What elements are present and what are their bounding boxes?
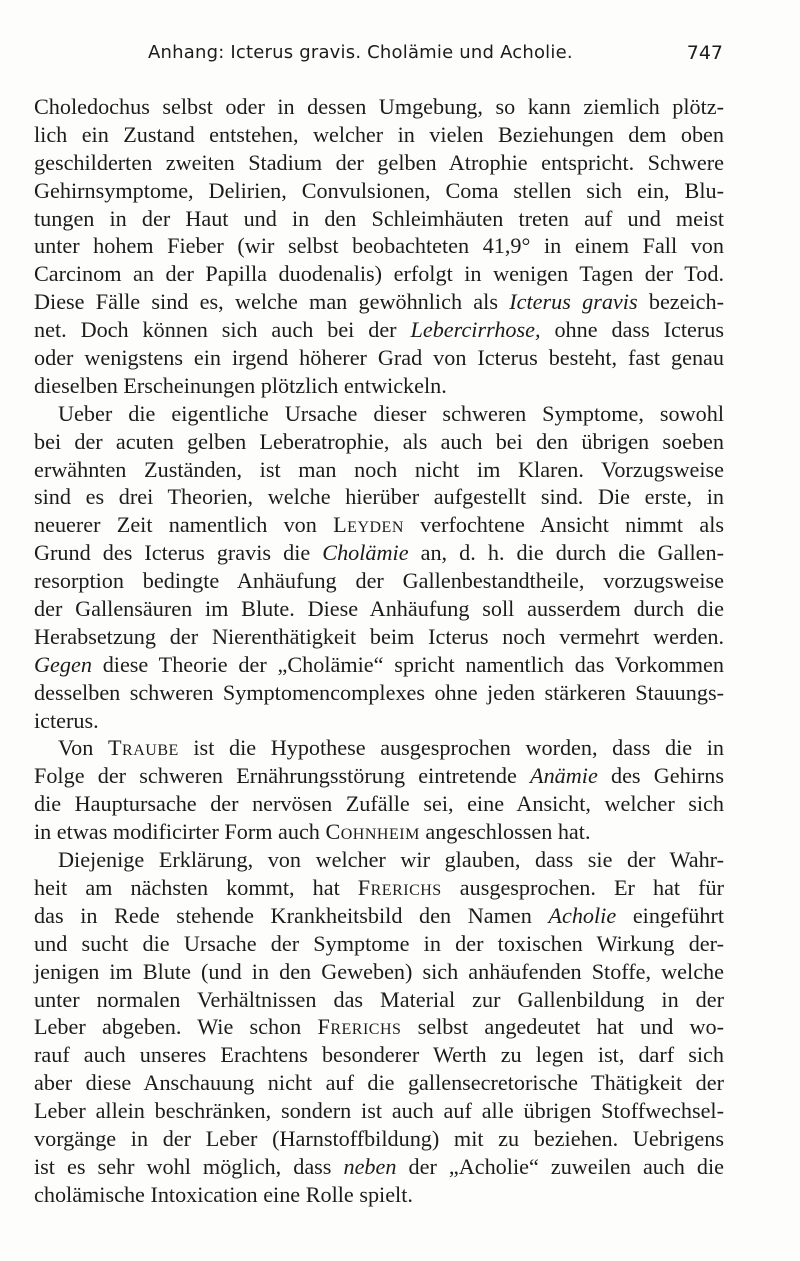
text-line: erwähnten Zuständen, ist man noch nicht im Klaren. Vorzugsweise <box>34 456 724 482</box>
text-line <box>34 762 724 790</box>
text-run: an, d. h. die durch die Gallen- <box>408 540 724 566</box>
text-line: desselben schweren Symptomencomplexes ohne jeden stärkeren Stauungs- <box>34 679 724 705</box>
author-name: Frerichs <box>357 874 442 900</box>
text-line: vorgänge in der Leber (Harnstoffbildung) mit zu beziehen. Uebrigens <box>34 1125 724 1151</box>
body-text <box>34 93 724 1209</box>
text-run: ist die Hypothese ausgesprochen worden, dass die in <box>178 735 724 761</box>
author-name: Leyden <box>333 512 404 538</box>
text-line: Leber allein beschränken, sondern ist auch auf alle übrigen Stoffwechsel- <box>34 1098 724 1124</box>
text-run: Diese Fälle sind es, welche man gewöhnlich als <box>34 289 510 315</box>
text-run: neuerer Zeit namentlich von <box>34 512 334 538</box>
text-line: aber diese Anschauung nicht auf die gallensecretorische Thätigkeit der <box>34 1070 724 1096</box>
text-line: Carcinom an der Papilla duodenalis) erfolgt in wenigen Tagen der Tod. <box>34 261 724 287</box>
author-name: Cohnheim <box>325 819 420 845</box>
text-run: ist es sehr wohl möglich, dass <box>34 1153 344 1179</box>
text-run: Von <box>58 735 108 761</box>
text-line <box>34 902 724 930</box>
text-line <box>34 539 724 567</box>
text-run: Folge der schweren Ernährungsstörung eintretende <box>34 763 531 789</box>
text-run: net. Doch können sich auch bei der <box>34 317 411 343</box>
text-line <box>34 874 724 902</box>
text-line <box>34 511 724 539</box>
text-run: diese Theorie der „Cholämie“ spricht namentlich das Vorkommen <box>91 651 724 677</box>
text-line: die Hauptursache der nervösen Zufälle sei, eine Ansicht, welcher sich <box>34 791 724 817</box>
running-head <box>28 42 723 72</box>
text-line: Gehirnsymptome, Delirien, Convulsionen, Coma stellen sich ein, Blu- <box>34 177 724 203</box>
text-line: der Gallensäuren im Blute. Diese Anhäufung soll ausserdem durch die <box>34 596 724 622</box>
text-line: icterus. <box>34 707 99 733</box>
text-line: tungen in der Haut und in den Schleimhäuten treten auf und meist <box>34 205 724 231</box>
italic-term: Icterus gravis <box>509 289 638 315</box>
text-run: des Gehirns <box>597 763 725 789</box>
author-name: Traube <box>107 735 179 761</box>
italic-term: Lebercirrhose, <box>410 317 541 343</box>
text-line <box>34 1153 724 1181</box>
text-line: jenigen im Blute (und in den Geweben) sich anhäufenden Stoffe, welche <box>34 958 724 984</box>
text-line: oder wenigstens ein irgend höherer Grad von Icterus besteht, fast genau <box>34 345 724 371</box>
text-run: angeschlossen hat. <box>419 819 591 845</box>
italic-term: Anämie <box>530 763 598 789</box>
text-run: eingeführt <box>616 902 724 928</box>
text-line: lich ein Zustand entstehen, welcher in vielen Beziehungen dem oben <box>34 121 724 147</box>
text-line <box>34 288 724 316</box>
text-run: Grund des Icterus gravis die <box>34 540 323 566</box>
text-run: das in Rede stehende Krankheitsbild den Namen <box>34 902 549 928</box>
text-line: rauf auch unseres Erachtens besonderer Werth zu legen ist, darf sich <box>34 1042 724 1068</box>
running-head-title: Anhang: Icterus gravis. Cholämie und Acholie. <box>148 42 573 63</box>
text-run: heit am nächsten kommt, hat <box>34 874 358 900</box>
italic-term: Gegen <box>34 651 92 677</box>
text-line: cholämische Intoxication eine Rolle spielt. <box>34 1181 413 1207</box>
text-run: Leber abgeben. Wie schon Frerichs selbst angedeutet hat und wo- <box>34 1014 725 1040</box>
text-line: Diejenige Erklärung, von welcher wir glauben, dass sie der Wahr- <box>58 847 724 873</box>
italic-term: neben <box>343 1153 397 1179</box>
text-line <box>34 818 724 846</box>
text-line: dieselben Erscheinungen plötzlich entwickeln. <box>34 372 447 398</box>
text-line <box>34 1013 724 1041</box>
page-number: 747 <box>686 42 723 64</box>
text-run: ausgesprochen. Er hat für <box>441 874 725 900</box>
text-line: unter normalen Verhältnissen das Material zur Gallenbildung in der <box>34 986 724 1012</box>
text-line: unter hohem Fieber (wir selbst beobachteten 41,9° in einem Fall von <box>34 233 724 259</box>
text-run: verfochtene Ansicht nimmt als <box>403 512 724 538</box>
text-line <box>34 734 724 762</box>
text-line: Ueber die eigentliche Ursache dieser schweren Symptome, sowohl <box>58 400 724 426</box>
text-line: geschilderten zweiten Stadium der gelben Atrophie entspricht. Schwere <box>34 149 724 175</box>
text-line: resorption bedingte Anhäufung der Gallenbestandtheile, vorzugsweise <box>34 568 724 594</box>
text-line: Choledochus selbst oder in dessen Umgebung, so kann ziemlich plötz- <box>34 94 724 119</box>
text-run: bezeich- <box>637 289 724 315</box>
text-line: und sucht die Ursache der Symptome in der toxischen Wirkung der- <box>34 930 724 956</box>
text-run: ohne dass Icterus <box>540 317 724 343</box>
text-run: der „Acholie“ zuweilen auch die <box>396 1153 724 1179</box>
text-line <box>34 651 724 679</box>
italic-term: Acholie <box>548 902 617 928</box>
text-line: sind es drei Theorien, welche hierüber aufgestellt sind. Die erste, in <box>34 484 724 510</box>
italic-term: Cholämie <box>322 540 409 566</box>
text-run: in etwas modificirter Form auch <box>34 819 326 845</box>
text-line <box>34 316 724 344</box>
text-line: bei der acuten gelben Leberatrophie, als auch bei den übrigen soeben <box>34 428 724 454</box>
text-line: Herabsetzung der Nierenthätigkeit beim Icterus noch vermehrt werden. <box>34 623 724 649</box>
